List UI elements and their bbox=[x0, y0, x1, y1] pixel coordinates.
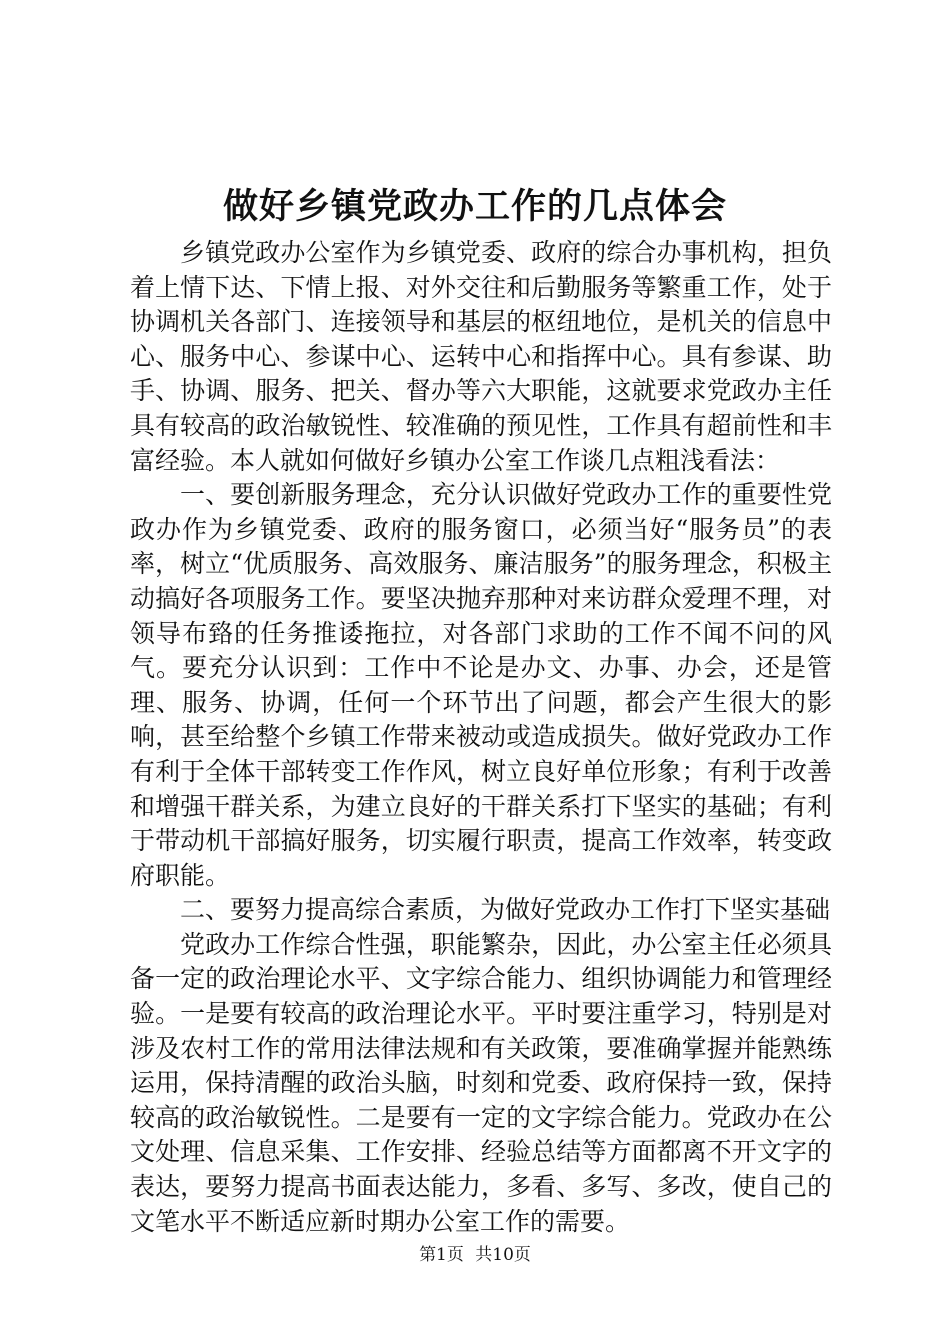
document-body bbox=[130, 236, 832, 1239]
page-footer bbox=[0, 1243, 950, 1267]
paragraph-section-one: 一、要创新服务理念，充分认识做好党政办工作的重要性党政办作为乡镇党委、政府的服务窗口，必须当好“服务员”的表率，树立“优质服务、高效服务、廉洁服务”的服务理念，积极主动搞好各项服务工作。要坚决抛弃那种对来访群众爱理不理，对领导布臵的任务推诿拖拉，对各部门求助的工作不闻不问的风气。要充分认识到：工作中不论是办文、办事、办会，还是管理、服务、协调，任何一个环节出了问题，都会产生很大的影响，甚至给整个乡镇工作带来被动或造成损失。做好党政办工作有利于全体干部转变工作作风，树立良好单位形象；有利于改善和增强干群关系，为建立良好的干群关系打下坚实的基础；有利于带动机干部搞好服务，切实履行职责，提高工作效率，转变政府职能。 bbox=[130, 480, 832, 890]
page-number: 第1页 bbox=[419, 1245, 464, 1265]
page-total: 共10页 bbox=[475, 1245, 531, 1265]
document-title: 做好乡镇党政办工作的几点体会 bbox=[222, 186, 727, 227]
paragraph-intro: 乡镇党政办公室作为乡镇党委、政府的综合办事机构，担负着上情下达、下情上报、对外交往和后勤服务等繁重工作，处于协调机关各部门、连接领导和基层的枢纽地位，是机关的信息中心、服务中心、参谋中心、运转中心和指挥中心。具有参谋、助手、协调、服务、把关、督办等六大职能，这就要求党政办主任具有较高的政治敏锐性、较准确的预见性，工作具有超前性和丰富经验。本人就如何做好乡镇办公室工作谈几点粗浅看法： bbox=[130, 238, 832, 475]
paragraph-section-two-body: 党政办工作综合性强，职能繁杂，因此，办公室主任必须具备一定的政治理论水平、文字综合能力、组织协调能力和管理经验。一是要有较高的政治理论水平。平时要注重学习，特别是对涉及农村工作的常用法律法规和有关政策，要准确掌握并能熟练运用，保持清醒的政治头脑，时刻和党委、政府保持一致，保持较高的政治敏锐性。二是要有一定的文字综合能力。党政办在公文处理、信息采集、工作安排、经验总结等方面都离不开文字的表达，要努力提高书面表达能力，多看、多写、多改，使自己的文笔水平不断适应新时期办公室工作的需要。 bbox=[130, 929, 832, 1236]
paragraph-section-two-heading: 二、要努力提高综合素质，为做好党政办工作打下坚实基础 bbox=[180, 895, 831, 925]
